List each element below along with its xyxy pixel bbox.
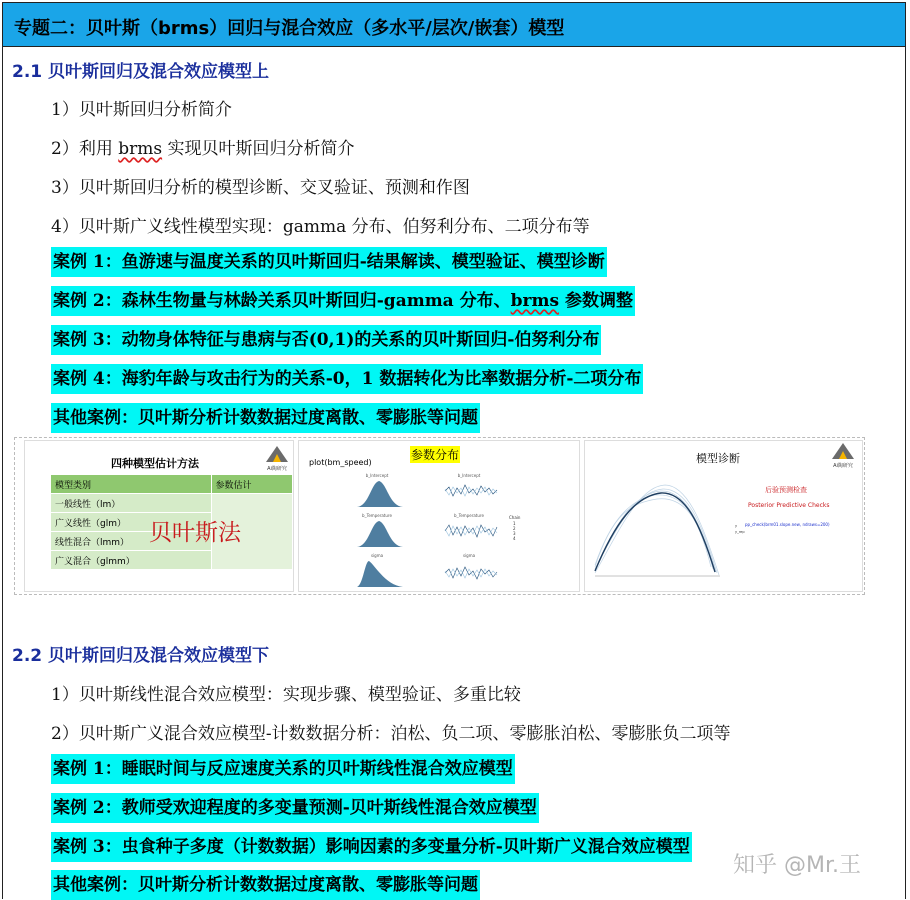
section2-case-1: 案例 1：睡眠时间与反应速度关系的贝叶斯线性混合效应模型 — [51, 754, 515, 784]
legend-item: 2 — [513, 526, 516, 531]
legend-item: 4 — [513, 536, 516, 541]
section1-item-3: 3）贝叶斯回归分析的模型诊断、交叉验证、预测和作图 — [51, 178, 470, 198]
panel3-title: 模型诊断 — [696, 452, 740, 465]
brms-keyword: brms — [118, 139, 163, 159]
svg-text:Ai陶研究: Ai陶研究 — [833, 463, 853, 469]
ppc-plot — [585, 441, 863, 592]
density-shape — [357, 561, 403, 587]
table-row: 线性混合（lmm） — [51, 532, 212, 551]
section1-item-4: 4）贝叶斯广义线性模型实现：gamma 分布、伯努利分布、二项分布等 — [51, 217, 590, 237]
legend-title: Chain — [509, 515, 521, 520]
section1-case-3: 案例 3：动物身体特征与患病与否(0,1)的关系的贝叶斯回归-伯努利分布 — [51, 325, 601, 355]
table-row: 广义线性（glm） — [51, 513, 212, 532]
table-row: 一般线性（lm） — [51, 494, 212, 513]
section1-item-2: 2）利用 brms 实现贝叶斯回归分析简介 — [51, 139, 355, 159]
section2-case-3: 案例 3：虫食种子多度（计数数据）影响因素的多变量分析-贝叶斯广义混合效应模型 — [51, 832, 692, 862]
logo-icon — [264, 444, 290, 472]
section1-title: 2.1 贝叶斯回归及混合效应模型上 — [12, 62, 270, 82]
facet-label: sigma — [370, 553, 384, 558]
figure-panel-param-dist — [298, 440, 580, 592]
section2-case-2: 案例 2：教师受欢迎程度的多变量预测-贝叶斯线性混合效应模型 — [51, 793, 539, 823]
legend-item: y — [735, 524, 738, 528]
panel1-title: 四种模型估计方法 — [111, 457, 199, 470]
legend-item: 1 — [513, 521, 516, 526]
figure-panel-diagnostics — [584, 440, 863, 592]
svg-text:Ai陶研究: Ai陶研究 — [267, 466, 287, 472]
section2-item-2: 2）贝叶斯广义混合效应模型-计数数据分析：泊松、负二项、零膨胀泊松、零膨胀负二项等 — [51, 724, 731, 744]
topic-title: 专题二：贝叶斯（brms）回归与混合效应（多水平/层次/嵌套）模型 — [14, 18, 565, 39]
ppc-code: pp_check(brm01.slope.new, ndraws=200) — [745, 522, 830, 527]
plot-call-label: plot(bm_speed) — [309, 458, 372, 467]
section1-case-other: 其他案例：贝叶斯分析计数数据过度离散、零膨胀等问题 — [51, 403, 480, 433]
legend-item: 3 — [513, 531, 516, 536]
panel2-title: 参数分布 — [411, 448, 460, 462]
watermark: 知乎 @Mr.王 — [733, 853, 861, 878]
facet-label: b_Intercept — [457, 473, 481, 478]
section1-item-1: 1）贝叶斯回归分析简介 — [51, 100, 232, 120]
bayes-method-label: 贝叶斯法 — [149, 520, 241, 546]
table-header-estimation: 参数估计 — [211, 475, 292, 494]
facet-label: sigma — [462, 553, 476, 558]
topic-header — [3, 3, 905, 47]
section2-case-other: 其他案例：贝叶斯分析计数数据过度离散、零膨胀等问题 — [51, 870, 480, 900]
table-row: 广义混合（glmm） — [51, 551, 212, 570]
table-header-category: 模型类别 — [51, 475, 212, 494]
section1-case-2: 案例 2：森林生物量与林龄关系贝叶斯回归-gamma 分布、brms 参数调整 — [51, 286, 635, 316]
facet-label: b_Temperature — [454, 513, 484, 518]
ppc-subtitle-en: Posterior Predictive Checks — [748, 502, 830, 509]
figure-panel-methods — [24, 440, 294, 592]
section2-title: 2.2 贝叶斯回归及混合效应模型下 — [12, 646, 270, 666]
density-shape — [357, 521, 403, 547]
section1-case-1: 案例 1：鱼游速与温度关系的贝叶斯回归-结果解读、模型验证、模型诊断 — [51, 247, 607, 277]
ppc-subtitle-cn: 后验预测检查 — [765, 486, 807, 494]
density-shape — [357, 481, 403, 507]
legend-item: y_rep — [735, 530, 745, 534]
facet-label: b_Temperature — [362, 513, 392, 518]
section1-case-4: 案例 4：海豹年龄与攻击行为的关系-0，1 数据转化为比率数据分析-二项分布 — [51, 364, 643, 394]
posterior-plot-grid — [299, 441, 580, 592]
facet-label: b_Intercept — [365, 473, 389, 478]
section2-item-1: 1）贝叶斯线性混合效应模型：实现步骤、模型验证、多重比较 — [51, 685, 521, 705]
